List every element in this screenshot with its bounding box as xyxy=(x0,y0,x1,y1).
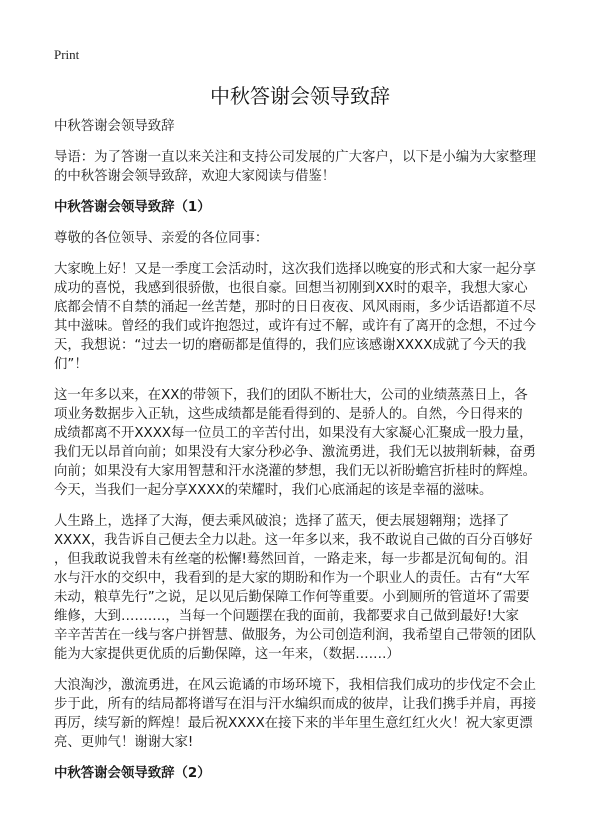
text-line: 辛辛苦苦在一线与客户拼智慧、做服务，为公司创造利润，我希望自己带领的团队 xyxy=(54,628,537,643)
text-line: 大家晚上好！又是一季度工会活动时，这次我们选择以晚宴的形式和大家一起分享 xyxy=(54,262,537,277)
document-body xyxy=(54,117,554,795)
text-line: 再厉，续写新的辉煌！最后祝XXXX在接下来的半年里生意红红火火！祝大家更漂 xyxy=(54,716,533,731)
intro-paragraph xyxy=(54,148,554,186)
subtitle: 中秋答谢会领导致辞 xyxy=(54,119,175,134)
text-line: 底都会情不自禁的涌起一丝苦楚，那时的日日夜夜、风风雨雨，多少话语都道不尽 xyxy=(54,300,537,315)
text-line: ，但我敢说我曾未有丝毫的松懈!蓦然回首，一路走来，每一步都是沉甸甸的。泪 xyxy=(54,552,529,567)
body-paragraph xyxy=(54,512,554,664)
text-line: 大浪淘沙，激流勇进，在风云诡谲的市场环境下，我相信我们成功的步伐定不会止 xyxy=(54,678,537,693)
text-line: 这一年多以来，在XX的带领下，我们的团队不断壮大，公司的业绩蒸蒸日上，各 xyxy=(54,388,528,403)
text-line: XXXX，我告诉自己便去全力以赴。这一年多以来，我不敢说自己做的百分百够好 xyxy=(54,533,533,548)
text-line: 成绩都离不开XXXX每一位员工的辛苦付出，如果没有大家凝心汇聚成一股力量， xyxy=(54,426,533,441)
text-line: 我们无以昂首向前；如果没有大家分秒必争、激流勇进，我们无以披荆斩棘，奋勇 xyxy=(54,445,537,460)
body-paragraph xyxy=(54,386,554,500)
section-heading-2: 中秋答谢会领导致辞（2） xyxy=(54,766,211,781)
text-line: 项业务数据步入正轨，这些成绩都是能看得到的、是骄人的。自然，今日得来的 xyxy=(54,407,523,422)
text-line: 向前；如果没有大家用智慧和汗水浇灌的梦想，我们无以祈盼蟾宫折桂时的辉煌。 xyxy=(54,464,537,479)
text-line: 天，我想说：“过去一切的磨砺都是值得的，我们应该感谢XXXX成就了今天的我 xyxy=(54,338,527,353)
text-line: 们”！ xyxy=(54,357,88,372)
page-title: 中秋答谢会领导致辞 xyxy=(210,84,390,108)
body-paragraph xyxy=(54,676,554,752)
text-line: 步于此，所有的结局都将谱写在泪与汗水编织而成的彼岸，让我们携手并肩，再接 xyxy=(54,697,537,712)
print-link[interactable]: Print xyxy=(54,47,80,62)
text-line: 维修，大到……….，当每一个问题摆在我的面前，我都要求自己做到最好!大家 xyxy=(54,609,519,624)
text-line: 的中秋答谢会领导致辞，欢迎大家阅读与借鉴！ xyxy=(54,169,336,184)
text-line: 今天，当我们一起分享XXXX的荣耀时，我们心底涌起的该是幸福的滋味。 xyxy=(54,483,493,498)
text-line: 成功的喜悦，我感到很骄傲，也很自豪。回想当初刚到XX时的艰辛，我想大家心 xyxy=(54,281,528,296)
body-paragraph xyxy=(54,260,554,374)
greeting: 尊敬的各位领导、亲爱的各位同事： xyxy=(54,231,269,246)
text-line: 能为大家提供更优质的后勤保障，这一年来，（数据…….） xyxy=(54,647,400,662)
text-line: 人生路上，选择了大海，便去乘风破浪；选择了蓝天，便去展翅翱翔；选择了 xyxy=(54,514,510,529)
text-line: 其中滋味。曾经的我们或许抱怨过，或许有过不解，或许有了离开的念想，不过今 xyxy=(54,319,537,334)
text-line: 未动，粮草先行”之说，足以见后勤保障工作何等重要。小到厕所的管道坏了需要 xyxy=(54,590,530,605)
text-line: 导语：为了答谢一直以来关注和支持公司发展的广大客户，以下是小编为大家整理 xyxy=(54,150,537,165)
text-line: 亮、更帅气！谢谢大家! xyxy=(54,735,194,750)
section-heading-1: 中秋答谢会领导致辞（1） xyxy=(54,200,211,215)
text-line: 水与汗水的交织中，我看到的是大家的期盼和作为一个职业人的责任。古有“大军 xyxy=(54,571,530,586)
